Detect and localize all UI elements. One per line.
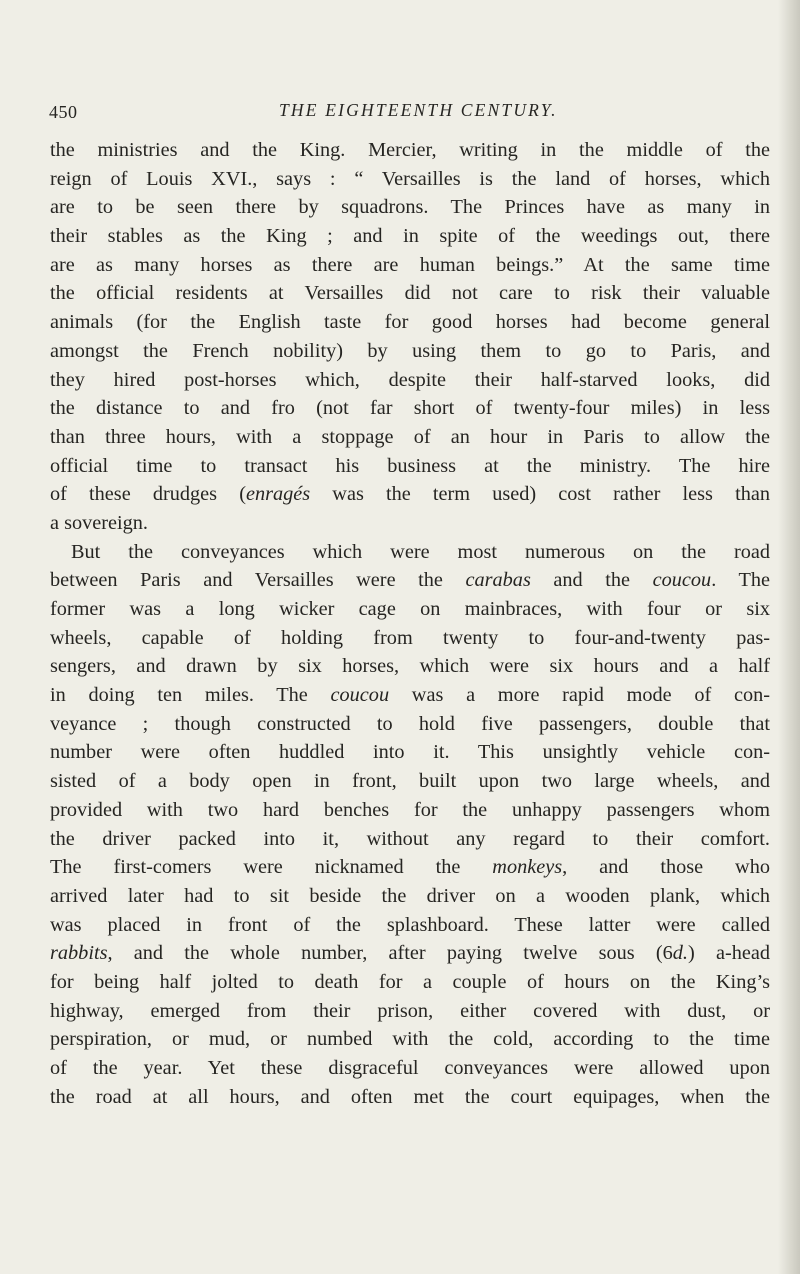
text-line: arrived later had to sit beside the driver on a wooden plank, which xyxy=(50,884,770,907)
text-line: the road at all hours, and often met the court equipages, when the xyxy=(50,1085,770,1108)
text-line: are as many horses as there are human beings.” At the same time xyxy=(50,253,770,276)
page-number: 450 xyxy=(49,102,78,122)
text-line: perspiration, or mud, or numbed with the cold, according to the time xyxy=(50,1028,770,1051)
text-line: than three hours, with a stoppage of an hour in Paris to allow the xyxy=(50,425,770,448)
text-line: was placed in front of the splashboard. These latter were called xyxy=(50,913,770,936)
text-line: highway, emerged from their prison, either covered with dust, or xyxy=(50,999,770,1022)
text-line: provided with two hard benches for the unhappy passengers whom xyxy=(50,798,770,821)
text-line: sengers, and drawn by six horses, which were six hours and a half xyxy=(50,655,770,678)
text-line: former was a long wicker cage on mainbraces, with four or six xyxy=(50,598,770,620)
text-line: amongst the French nobility) by using them to go to Paris, and xyxy=(50,339,770,362)
text-line: their stables as the King ; and in spite of the weedings out, there xyxy=(50,225,770,248)
running-head xyxy=(0,100,800,130)
text-line: reign of Louis XVI., says : “ Versailles is the land of horses, which xyxy=(50,167,770,190)
text-line: the official residents at Versailles did not care to risk their valuable xyxy=(50,282,770,305)
text-line: of the year. Yet these disgraceful conveyances were allowed upon xyxy=(50,1057,770,1079)
text-line: veyance ; though constructed to hold five passengers, double that xyxy=(50,712,770,735)
text-line: are to be seen there by squadrons. The Princes have as many in xyxy=(50,196,770,219)
text-line: But the conveyances which were most numerous on the road xyxy=(71,540,770,563)
text-line: animals (for the English taste for good horses had become general xyxy=(50,311,770,334)
text-line: the ministries and the King. Mercier, writing in the middle of the xyxy=(50,139,770,161)
text-line: sisted of a body open in front, built upon two large wheels, and xyxy=(50,770,770,793)
page-edge-shadow xyxy=(778,0,800,1274)
text-line: a sovereign. xyxy=(50,511,148,534)
text-line: they hired post-horses which, despite their half-starved looks, did xyxy=(50,368,770,391)
text-line: wheels, capable of holding from twenty to four-and-twenty pas- xyxy=(50,626,770,649)
text-line: in doing ten miles. The coucou was a more rapid mode of con- xyxy=(50,684,770,707)
text-line: the driver packed into it, without any regard to their comfort. xyxy=(50,827,770,850)
running-title: THE EIGHTEENTH CENTURY. xyxy=(279,100,558,120)
text-line: between Paris and Versailles were the carabas and the coucou. The xyxy=(50,569,770,592)
text-line: the distance to and fro (not far short of twenty-four miles) in less xyxy=(50,397,770,420)
body-text xyxy=(50,136,770,1111)
text-line: for being half jolted to death for a couple of hours on the King’s xyxy=(50,970,770,993)
text-line: of these drudges (enragés was the term used) cost rather less than xyxy=(50,483,770,506)
text-line: The first-comers were nicknamed the monkeys, and those who xyxy=(50,856,770,879)
text-line: rabbits, and the whole number, after paying twelve sous (6d.) a-head xyxy=(50,942,771,965)
text-line: official time to transact his business at the ministry. The hire xyxy=(50,454,770,477)
text-line: number were often huddled into it. This unsightly vehicle con- xyxy=(50,741,770,764)
